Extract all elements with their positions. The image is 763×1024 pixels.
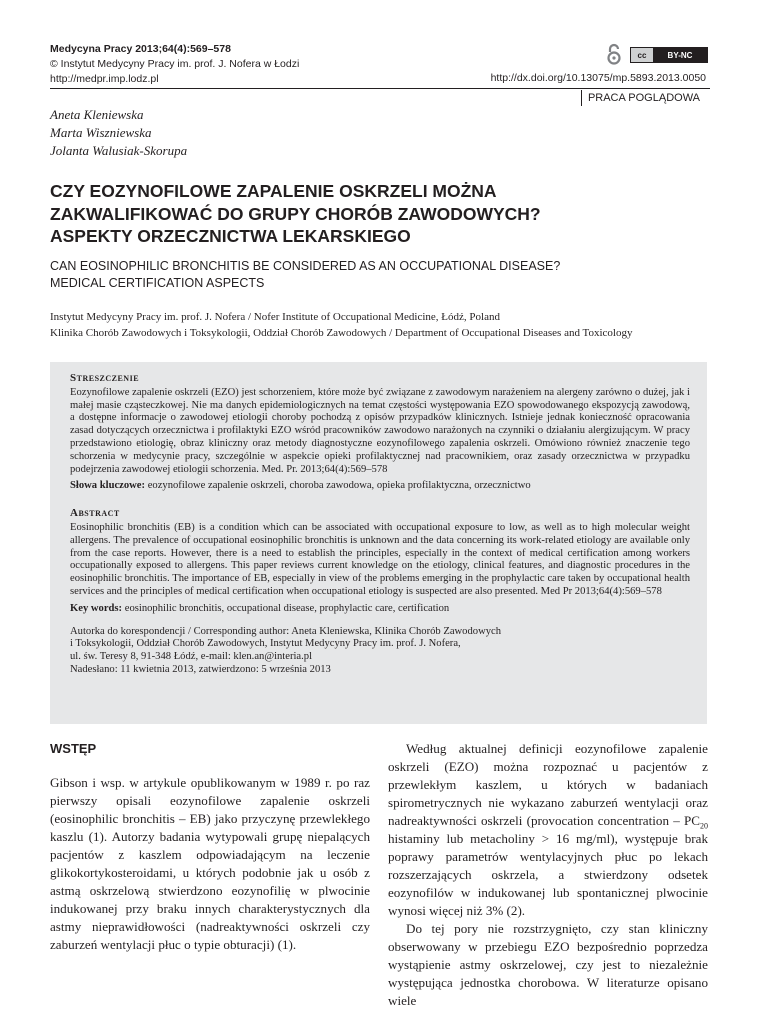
author-name: Jolanta Walusiak-Skorupa — [50, 143, 188, 158]
author-name: Aneta Kleniewska — [50, 107, 144, 122]
author-list — [50, 106, 187, 160]
affiliations — [50, 310, 730, 341]
affiliation: Instytut Medycyny Pracy im. prof. J. Nofera / Nofer Institute of Occupational Medicine, Łódź, Poland — [50, 311, 500, 323]
cc-icon: cc — [631, 48, 653, 62]
body-paragraph — [388, 740, 708, 920]
keywords-value: eosinophilic bronchitis, occupational disease, prophylactic care, certification — [124, 602, 450, 614]
open-access-icon — [605, 43, 623, 65]
title-line: CZY EOZYNOFILOWE ZAPALENIE OSKRZELI MOŻNA — [50, 181, 497, 201]
keywords-label: Słowa kluczowe: — [70, 480, 146, 492]
correspondence-line: ul. św. Teresy 8, 91-348 Łódź, e-mail: klen.an@interia.pl — [70, 651, 313, 663]
license-badge[interactable] — [630, 47, 708, 63]
correspondence-line: Autorka do korespondencji / Corresponding author: Aneta Kleniewska, Klinika Chorób Zawodowych — [70, 625, 502, 637]
copyright-line: © Instytut Medycyny Pracy im. prof. J. Nofera w Łodzi — [50, 58, 300, 70]
journal-citation: Medycyna Pracy 2013;64(4):569–578 — [50, 43, 231, 55]
journal-url[interactable]: http://medpr.imp.lodz.pl — [50, 73, 159, 85]
license-label: BY-NC — [667, 50, 693, 60]
header-divider — [50, 88, 710, 89]
abstract-heading: Abstract — [70, 507, 120, 520]
body-paragraph: Gibson i wsp. w artykule opublikowanym w 1989 r. po raz pierwszy opisali eozynofilowe zapalenie oskrzeli (eosinophilic bronchitis – EB) jako przyczynę przewlekłego kaszlu (1). Autorzy badania wytypowali grupę niepalących pacjentów z kaszlem odpowiadającym na leczenie glikokortykosteroidami, u których podobnie jak u osób z astmą oskrzelową stwierdzono eozynofilię w plwocinie indukowanej przy braku innych charakterystycznych dla astmy nieprawidłowości (nadreaktywności oskrzeli czy zaburzeń wentylacji płuc o typie obturacji) (1). — [50, 775, 370, 952]
streszczenie-text: Eozynofilowe zapalenie oskrzeli (EZO) jest schorzeniem, które może być związane z zawodowym narażeniem na alergeny zarówno o dużej, jak i małej masie cząsteczkowej. Nie ma danych epidemiologicznych na temat częstości występowania EZO spowodowanego ekspozycją zawodową, a dostępne informacje o zawodowej etiologii choroby pochodzą z opisów przypadków klinicznych. Istnieje jednak konieczność opracowania zasad dotyczących orzecznictwa i profilaktyki EZO wśród pracowników zawodowo narażonych na czynniki o działaniu alergizującym. W pracy przedstawiono etiologię, obraz kliniczny oraz metody diagnostyczne eozynofilowego zapalenia oskrzeli. Omówiono również znaczenie tego schorzenia w medycynie pracy, szczególnie w aspekcie opieki profilaktycznej nad pracownikiem, oraz zasady orzecznictwa w przypadku podejrzenia zawodowej etiologii schorzenia. Med. Pr. 2013;64(4):569–578 — [70, 386, 690, 475]
title-line: CAN EOSINOPHILIC BRONCHITIS BE CONSIDERED AS AN OCCUPATIONAL DISEASE? — [50, 259, 561, 273]
body-column-left — [50, 740, 370, 954]
article-type-label: PRACA POGLĄDOWA — [581, 90, 706, 106]
abstract-text: Eosinophilic bronchitis (EB) is a condition which can be associated with occupational exposure to low, as well as to high molecular weight allergens. The prevalence of occupational eosinophilic bronchitis is unknown and the data concerning its work-related etiology are available only from the case reports. However, there is a need to establish the principles, especially in the context of medical certification among workers occupationally exposed to allergens. This paper reviews current knowledge on the etiology, clinical features, and diagnostic procedures in the eosinophilic bronchitis. The importance of EB, especially in view of the problems emerging in the prophylactic care taken by occupational health services and the principles of medical certification when occupational etiology is suspected are also presented. Med Pr 2013;64(4):569–578 — [70, 521, 690, 597]
correspondence — [70, 626, 690, 677]
author-name: Marta Wiszniewska — [50, 125, 152, 140]
keywords-value: eozynofilowe zapalenie oskrzeli, choroba zawodowa, opieka profilaktyczna, orzecznictwo — [147, 480, 531, 492]
abstract-box — [50, 362, 707, 724]
section-heading: WSTĘP — [50, 741, 97, 756]
correspondence-line: i Toksykologii, Oddział Chorób Zawodowych, Instytut Medycyny Pracy im. prof. J. Nofera, — [70, 638, 461, 650]
body-paragraph: Do tej pory nie rozstrzygnięto, czy stan kliniczny obserwowany w przebiegu EZO bezpośrednio poprzedza wystąpienie astmy oskrzelowej, czy jest to niezależnie występująca jednostka chorobowa. W literaturze opisano wiele — [388, 921, 708, 1008]
body-column-right — [388, 740, 708, 1010]
title-line: ASPEKTY ORZECZNICTWA LEKARSKIEGO — [50, 226, 411, 246]
submission-dates: Nadesłano: 11 kwietnia 2013, zatwierdzono: 5 września 2013 — [70, 663, 331, 675]
keywords-label: Key words: — [70, 602, 123, 614]
subscript: 20 — [700, 821, 708, 831]
paragraph-text: Według aktualnej definicji eozynofilowe zapalenie oskrzeli (EZO) można rozpoznać u pacjentów z przewlekłym kaszlem, u których w badaniach spirometrycznych nie wykazano zaburzeń wentylacji oraz nadreaktywności oskrzeli (provocation concentration – PC — [388, 741, 708, 828]
title-english — [50, 258, 710, 292]
title-line: MEDICAL CERTIFICATION ASPECTS — [50, 276, 265, 290]
affiliation: Klinika Chorób Zawodowych i Toksykologii, Oddział Chorób Zawodowych / Department of Occupational Diseases and Toxicology — [50, 326, 633, 339]
streszczenie-heading: Streszczenie — [70, 372, 140, 384]
paragraph-text: histaminy lub metacholiny > 16 mg/ml), występuje brak poprawy parametrów wentylacyjnych płuc po lekach rozszerzających oskrzela, a stwierdzony odsetek eozynofilów w indukowanej lub spontanicznej plwocinie wynosi więcej niż 3% (2). — [388, 831, 708, 918]
title-line: ZAKWALIFIKOWAĆ DO GRUPY CHORÓB ZAWODOWYCH? — [50, 203, 541, 224]
doi-link[interactable]: http://dx.doi.org/10.13075/mp.5893.2013.0050 — [490, 72, 706, 84]
streszczenie-keywords — [70, 480, 690, 493]
title-polish — [50, 180, 710, 248]
abstract-keywords — [70, 603, 690, 616]
